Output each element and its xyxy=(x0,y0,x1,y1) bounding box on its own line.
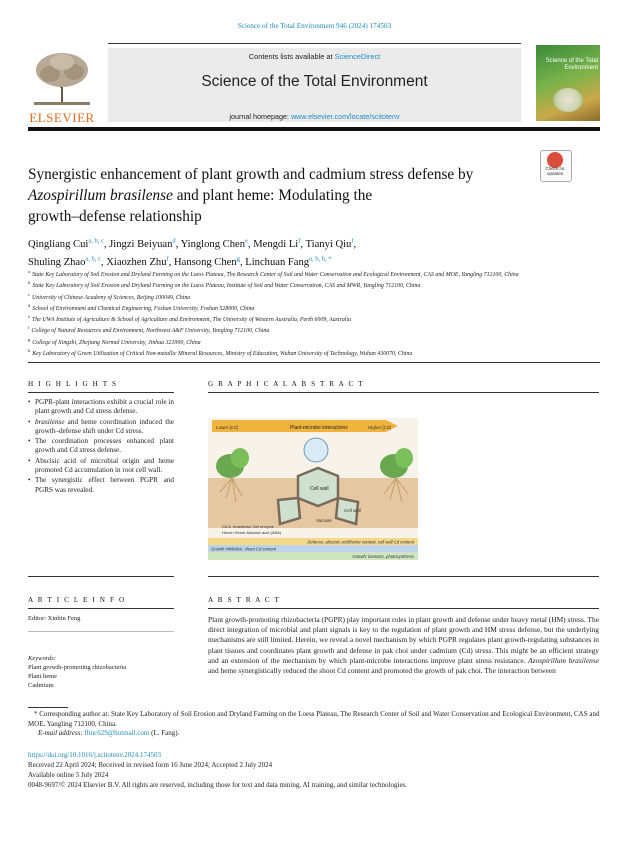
affiliation-text: College of Natural Resources and Environment, Northwest A&F University, Yangling 712100, China xyxy=(31,328,270,335)
corresponding-text: Corresponding author at: State Key Laboratory of Soil Erosion and Dryland Farming on the Loess Plateau, The Research Center of Soil and Water Conservation and Ecological Environment, CAS and MOE, Yangling 712100, China. xyxy=(28,710,600,728)
keywords-list xyxy=(28,663,174,690)
affiliation-label: a xyxy=(28,269,30,274)
highlight-item xyxy=(28,437,174,456)
author-affiliation-marks[interactable]: d xyxy=(172,237,176,244)
highlights-rule xyxy=(28,392,174,393)
email-link[interactable]: flinc629@hotmail.com xyxy=(84,729,150,738)
author-separator: , xyxy=(239,257,246,269)
copyright-line: 0048-9697/© 2024 Elsevier B.V. All rights are reserved, including those for text and data mining, AI training, and similar technologies. xyxy=(28,781,408,789)
high-cd-label: Higher [Cd] xyxy=(368,425,391,430)
banner-label: Plant-microbe interactions xyxy=(290,425,348,431)
highlight-species: brasilense xyxy=(35,417,65,426)
author-name: Linchuan Fang xyxy=(245,257,310,269)
abstract-part-2: and heme synergistically reduced the shoot Cd content and promoted the growth of pak choi. The interaction between xyxy=(208,666,556,676)
affiliation-text: College of Xingzhi, Zhejiang Normal University, Jinhua 321000, China xyxy=(32,339,201,346)
editor-line: Editor: Xinbin Feng xyxy=(28,615,81,622)
cover-title: Science of the Total Environment xyxy=(545,58,598,71)
author-affiliation-marks[interactable]: a, b, h, * xyxy=(309,255,332,263)
highlights-bottom-rule xyxy=(28,576,174,577)
homepage-link[interactable]: www.elsevier.com/locate/scitotenv xyxy=(290,112,400,121)
highlight-item xyxy=(28,476,174,495)
email-label: E-mail address: xyxy=(38,729,85,738)
title-line2: and plant heme: Modulating the xyxy=(172,187,373,204)
affiliation-label: g xyxy=(28,336,31,342)
inhibition-bar-label: Growth inhibition, shoot Cd content xyxy=(211,546,277,552)
affiliation-list xyxy=(28,268,598,358)
graphical-abstract-heading: G R A P H I C A L A B S T R A C T xyxy=(208,380,365,388)
title-line3: growth–defense relationship xyxy=(28,208,202,225)
vacuole-label: Vacuole xyxy=(316,518,332,523)
author[interactable] xyxy=(109,239,180,250)
header-top-rule xyxy=(108,43,521,44)
editor-rule xyxy=(28,631,174,632)
affiliation xyxy=(28,279,598,290)
abstract-text xyxy=(208,615,599,676)
affiliation-rule xyxy=(28,362,600,363)
affiliation-label: d xyxy=(28,302,31,308)
elsevier-wordmark: ELSEVIER xyxy=(29,110,95,125)
highlights-heading: H I G H L I G H T S xyxy=(28,380,118,388)
homepage-prefix: journal homepage: xyxy=(229,112,291,121)
journal-citation[interactable]: Science of the Total Environment 946 (2024) 174503 xyxy=(237,22,392,30)
affiliation-label: h xyxy=(28,347,31,353)
affiliation-text: School of Environment and Chemical Engineering, Foshan University, Foshan 528000, China xyxy=(32,305,255,312)
graphical-abstract-bottom-rule xyxy=(208,576,599,577)
affiliation-label: f xyxy=(28,325,30,331)
low-cd-label: Lower [Cd] xyxy=(216,425,238,430)
article-info-heading: A R T I C L E I N F O xyxy=(28,596,126,604)
affiliation xyxy=(28,324,598,335)
affiliation-text: The UWA Institute of Agriculture & School of Agriculture and Environment, The University of Western Australia, Perth 6009, Australia xyxy=(32,317,352,324)
affiliation-text: University of Chinese Academy of Sciences, Beijing 100049, China xyxy=(32,294,191,301)
author-affiliation-marks[interactable]: f xyxy=(351,237,354,244)
check-for-updates-label: Check for updates xyxy=(545,166,565,176)
affiliation-text: State Key Laboratory of Soil Erosion and Dryland Farming on the Loess Plateau, Institute of Soil and Water Conservation, CAS and MWR, Yangling 712100, China xyxy=(32,283,421,290)
author-separator: , xyxy=(247,238,254,250)
corresponding-author-footnote: * Corresponding author at: State Key Laboratory of Soil Erosion and Dryland Farming on the Loess Plateau, The Research Center of Soil and Water Conservation and Ecological Environment, CAS and MOE, Yangling 712100, China. E-mail address: flinc629@hotmail.com (L. Fang). xyxy=(28,710,600,738)
cell-wall-label-2: Cell wall xyxy=(344,508,361,513)
graphical-abstract-figure[interactable] xyxy=(208,418,418,560)
author-separator: , xyxy=(353,238,357,250)
abstract-part-1: Plant growth-promoting rhizobacteria (PGPR) play important roles in plant growth and defense under heavy metal (HM) stress. The direct integration of microbial and plant signals is key to the regulation of plant growth and HM stress defense, but the underlying mechanisms are still limited. Herein, we reveal a novel mechanism by which PGPR regulates plant growth-regulating substances in plant tissues and coordinates plant growth and defense in pak choi under cadmium (Cd) stress. This might be an efficient strategy and an extension of the mechanism by which plant-microbe interactions improve plant stress resistance. xyxy=(208,615,599,665)
graphical-abstract-rule xyxy=(208,392,599,393)
author-separator: , xyxy=(300,238,306,250)
highlight-text: PGPR-plant interactions exhibit a crucial role in plant growth and Cd stress defense. xyxy=(35,398,174,416)
contents-prefix: Contents lists available at xyxy=(248,52,335,61)
affiliation-label: c xyxy=(28,291,30,297)
received-dates: Received 22 April 2024; Received in revised form 16 June 2024; Accepted 2 July 2024 xyxy=(28,761,273,769)
cell-wall-label: Cell wall xyxy=(310,486,329,492)
author-separator: , xyxy=(100,257,107,269)
author[interactable] xyxy=(28,239,109,250)
author-affiliation-marks[interactable]: a, b, c xyxy=(85,255,101,263)
publication-info xyxy=(28,750,600,790)
author-separator: , xyxy=(168,257,174,269)
title-line1: Synergistic enhancement of plant growth and cadmium stress defense by xyxy=(28,166,474,183)
author[interactable] xyxy=(106,257,174,268)
affiliation-text: State Key Laboratory of Soil Erosion and Dryland Farming on the Loess Plateau, The Research Center of Soil and Water Conservation and Ecological Environment, CAS and MOE, Yangling 712100, China xyxy=(32,271,519,278)
plant-left-leaf2 xyxy=(231,448,249,468)
journal-homepage xyxy=(108,112,521,121)
author-affiliation-marks[interactable]: f xyxy=(298,237,301,244)
legend-row-2: Hemin Heme Abscisic acid (ABA) xyxy=(222,530,282,535)
sciencedirect-link[interactable]: ScienceDirect xyxy=(334,52,381,61)
author-list xyxy=(28,233,598,270)
author-name: Jingzi Beiyuan xyxy=(109,238,173,250)
article-title xyxy=(28,164,528,227)
highlight-text: The synergistic effect between PGPR and PGRS was revealed. xyxy=(35,476,174,494)
highlight-item xyxy=(28,418,174,437)
author-name: Tianyi Qiu xyxy=(305,238,352,250)
legend-row-1: Cd A. brasilense Soil enzyme xyxy=(222,524,275,529)
online-date: Available online 5 July 2024 xyxy=(28,771,109,779)
author[interactable] xyxy=(253,239,305,250)
abstract-heading: A B S T R A C T xyxy=(208,596,281,604)
footnote-rule xyxy=(28,707,68,708)
author[interactable] xyxy=(174,257,245,268)
article-info-rule xyxy=(28,608,174,609)
growth-bar-label: Growth: biomass, photosynthesis xyxy=(352,554,414,559)
highlight-text: Abscisic acid of microbial origin and heme promoted Cd accumulation in root cell wall. xyxy=(35,456,174,475)
highlight-text: brasilense and heme coordination induced the growth–defense shift under Cd stress. xyxy=(35,417,174,435)
abstract-rule xyxy=(208,608,599,609)
defense-bar-label: Defense: abscisic acid/heme content, cell wall Cd content xyxy=(307,539,414,545)
highlight-text: The coordination processes enhanced plant growth and Cd stress defense. xyxy=(35,437,174,455)
author-name: Yinglong Chen xyxy=(180,238,246,250)
affiliation xyxy=(28,302,598,313)
affiliation xyxy=(28,291,598,302)
affiliation-label: e xyxy=(28,314,30,320)
author-name: Shuling Zhao xyxy=(28,257,86,269)
affiliation xyxy=(28,313,598,324)
author-name: Qingliang Cui xyxy=(28,238,89,250)
highlights-list xyxy=(28,398,174,496)
journal-title: Science of the Total Environment xyxy=(201,73,428,90)
affiliation-label: b xyxy=(28,280,31,286)
author-affiliation-marks[interactable]: f xyxy=(166,255,169,263)
keywords-label: Keywords: xyxy=(28,655,56,662)
contents-line xyxy=(108,52,521,61)
keyword-item[interactable]: Plant heme xyxy=(28,673,58,680)
keyword-item[interactable]: Cadmium xyxy=(28,682,54,689)
author-name: Mengdi Li xyxy=(253,238,299,250)
enzyme-bubble xyxy=(304,438,328,462)
affiliation xyxy=(28,336,598,347)
author-affiliation-marks[interactable]: a, b, c xyxy=(88,237,104,244)
plant-right-leaf2 xyxy=(395,448,413,468)
graphical-abstract-svg xyxy=(208,418,418,560)
author[interactable] xyxy=(306,239,357,250)
cover-image xyxy=(553,88,583,112)
title-species: Azospirillum brasilense xyxy=(28,187,173,204)
author-separator: , xyxy=(103,238,110,250)
highlight-item xyxy=(28,457,174,476)
email-suffix: (L. Fang). xyxy=(149,729,180,738)
affiliation xyxy=(28,347,598,358)
header-bottom-rule xyxy=(28,127,600,131)
author-separator: , xyxy=(175,238,181,250)
doi-link[interactable]: https://doi.org/10.1016/j.scitotenv.2024.174503 xyxy=(28,751,161,759)
author[interactable] xyxy=(181,239,254,250)
author-name: Hansong Chen xyxy=(174,257,237,269)
highlight-item xyxy=(28,398,174,417)
author-affiliation-marks[interactable]: g xyxy=(236,255,240,263)
author[interactable] xyxy=(245,257,331,268)
affiliation-text: Key Laboratory of Green Utilization of Critical Non-metallic Mineral Resources, Ministry of Education, Wuhan University of Technology, Wuhan 430070, China xyxy=(32,350,413,357)
author[interactable] xyxy=(28,257,106,268)
keyword-item[interactable]: Plant growth-promoting rhizobacteria xyxy=(28,664,127,671)
affiliation xyxy=(28,268,598,279)
abstract-species: Azospirillum brasilense xyxy=(528,655,599,665)
author-affiliation-marks[interactable]: e xyxy=(245,237,248,244)
author-name: Xiaozhen Zhu xyxy=(106,257,167,269)
